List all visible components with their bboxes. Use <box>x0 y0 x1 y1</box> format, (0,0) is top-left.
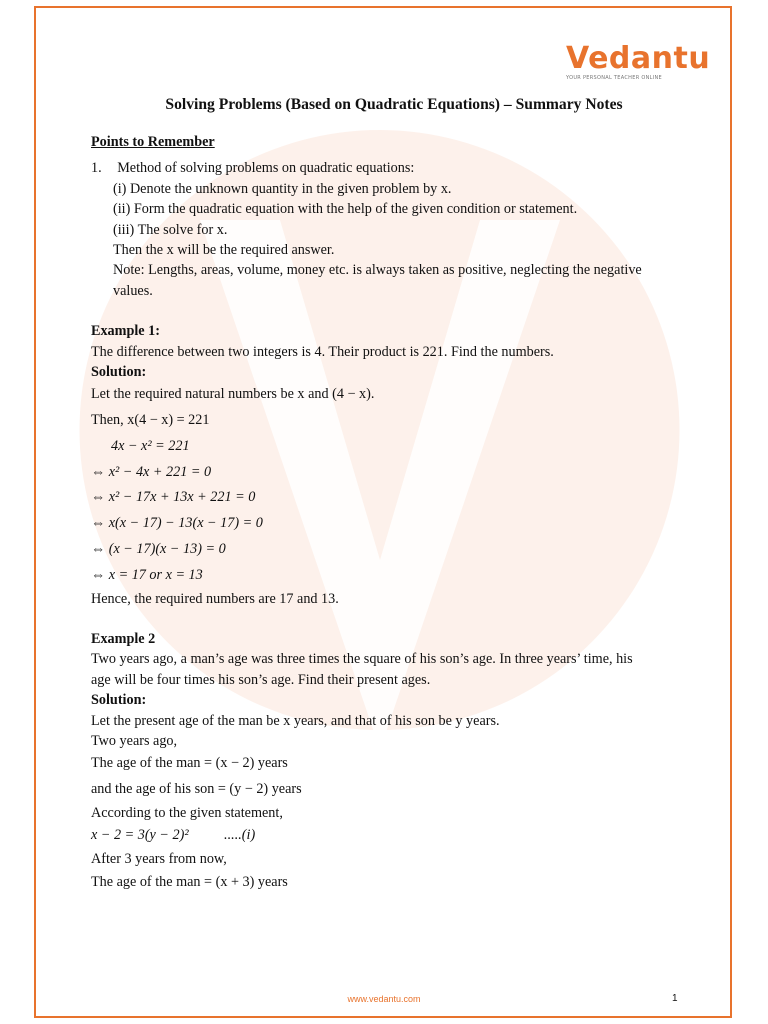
example-1-question: The difference between two integers is 4. Their product is 221. Find the numbers. <box>91 343 554 360</box>
text-line: Let the present age of the man be x years, and that of his son be y years. <box>91 712 500 729</box>
example-1-heading: Example 1: <box>91 323 160 340</box>
page-title: Solving Problems (Based on Quadratic Equations) – Summary Notes <box>165 96 623 113</box>
list-item <box>91 158 691 178</box>
document-body <box>91 92 691 895</box>
math-line: and the age of his son = (y − 2) years <box>91 781 302 798</box>
step-3: (iii) The solve for x. <box>113 221 228 238</box>
math-line: x − 2 = 3(y − 2)² .....(i) <box>91 827 256 844</box>
note-line-1: Note: Lengths, areas, volume, money etc. is always taken as positive, neglecting the negative <box>113 262 642 279</box>
math-line: 4x − x² = 221 <box>111 437 190 454</box>
example-2-solution-label: Solution: <box>91 692 147 709</box>
math-line: ⇔ (x − 17)(x − 13) = 0 <box>91 541 226 558</box>
math-line: ⇔ x(x − 17) − 13(x − 17) = 0 <box>91 515 263 532</box>
vedantu-logo <box>566 41 711 81</box>
note-line-2: values. <box>113 282 153 299</box>
math-line: ⇔ x = 17 or x = 13 <box>91 566 203 583</box>
logo-tagline: YOUR PERSONAL TEACHER ONLINE <box>566 75 662 81</box>
text-line: Two years ago, <box>91 733 178 750</box>
example-1-conclusion: Hence, the required numbers are 17 and 13. <box>91 590 339 607</box>
text-line: According to the given statement, <box>91 805 283 821</box>
math-line: ⇔ x² − 17x + 13x + 221 = 0 <box>91 489 256 506</box>
example-2-heading: Example 2 <box>91 631 156 648</box>
item-text: Method of solving problems on quadratic equations: <box>117 160 415 177</box>
section-heading: Points to Remember <box>91 134 215 150</box>
example-2-question-line-1: Two years ago, a man’s age was three times the square of his son’s age. In three years’ time, his <box>91 651 633 668</box>
step-1: (i) Denote the unknown quantity in the given problem by x. <box>113 180 452 197</box>
step-4: Then the x will be the required answer. <box>113 241 335 258</box>
page-number: 1 <box>672 993 678 1004</box>
math-line: Let the required natural numbers be x and (4 − x). <box>91 386 375 403</box>
example-1-solution-label: Solution: <box>91 363 147 380</box>
text-line: After 3 years from now, <box>91 851 227 868</box>
step-2: (ii) Form the quadratic equation with the help of the given condition or statement. <box>113 201 578 218</box>
item-number: 1. <box>91 160 102 177</box>
logo-text: Vedantu <box>566 41 711 76</box>
example-2-question-line-2: age will be four times his son’s age. Find their present ages. <box>91 671 431 688</box>
math-line: The age of the man = (x − 2) years <box>91 755 288 772</box>
footer-url[interactable]: www.vedantu.com <box>347 994 421 1004</box>
math-line: Then, x(4 − x) = 221 <box>91 412 210 429</box>
math-line: The age of the man = (x + 3) years <box>91 873 288 890</box>
math-line: ⇔ x² − 4x + 221 = 0 <box>91 463 212 480</box>
